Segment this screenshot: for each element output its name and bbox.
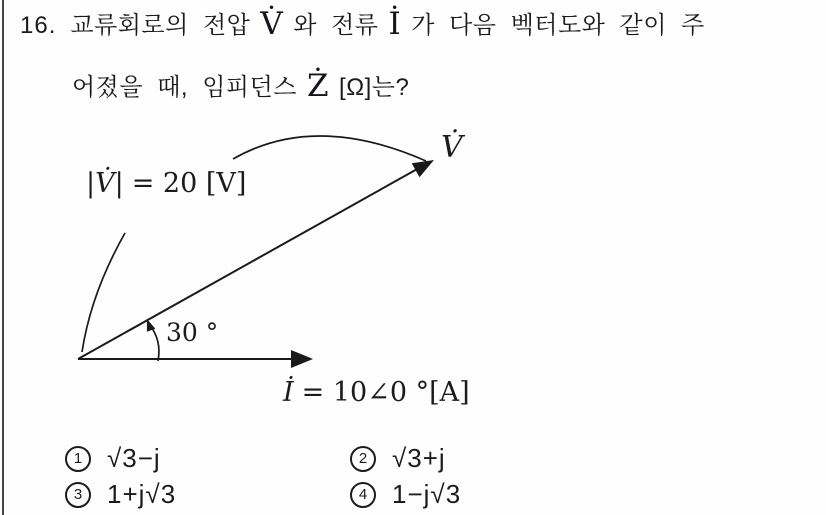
option-3-marker: 3	[65, 482, 91, 508]
current-vector-arrowhead-icon	[291, 350, 313, 368]
answer-option-3	[65, 479, 176, 510]
impedance-phasor-symbol: Ż	[306, 68, 330, 104]
voltage-vector-tip-label: V̇	[441, 130, 463, 165]
question-text-1a: 교류회로의 전압	[70, 12, 251, 39]
voltage-magnitude-value: = 20 [V]	[131, 168, 247, 199]
option-2-label: √3+j	[392, 443, 446, 473]
option-3-label: 1+j√3	[107, 479, 177, 509]
voltage-leader-curve-left	[82, 233, 125, 352]
question-number: 16.	[20, 12, 57, 39]
question-text-1c: 가 다음 벡터도와 같이 주	[411, 12, 705, 39]
option-4-label: 1−j√3	[392, 479, 462, 509]
question-text-2a: 어졌을 때, 임피던스	[72, 74, 297, 101]
voltage-leader-curve-top	[233, 136, 426, 161]
option-1-label: √3−j	[107, 443, 161, 473]
current-label-value: = 10∠0 °[A]	[301, 377, 470, 408]
option-4-marker: 4	[350, 482, 376, 508]
current-vector-label	[283, 377, 470, 408]
option-2-marker: 2	[350, 446, 376, 472]
current-label-symbol: İ	[283, 377, 294, 408]
question-text-2b: [Ω]는?	[339, 74, 410, 101]
answer-option-1	[65, 443, 161, 474]
answer-option-2	[350, 443, 446, 474]
answer-option-4	[350, 479, 461, 510]
voltage-vector-arrowhead-icon	[412, 160, 434, 177]
phase-angle-label: 30 °	[166, 318, 219, 347]
voltage-magnitude-label	[86, 168, 246, 199]
question-text-1b: 와 전류	[293, 12, 379, 39]
voltage-magnitude-symbol: |V̇|	[86, 168, 124, 199]
option-1-marker: 1	[65, 446, 91, 472]
current-phasor-symbol: İ	[388, 6, 402, 42]
voltage-phasor-symbol: V̇	[260, 6, 284, 42]
